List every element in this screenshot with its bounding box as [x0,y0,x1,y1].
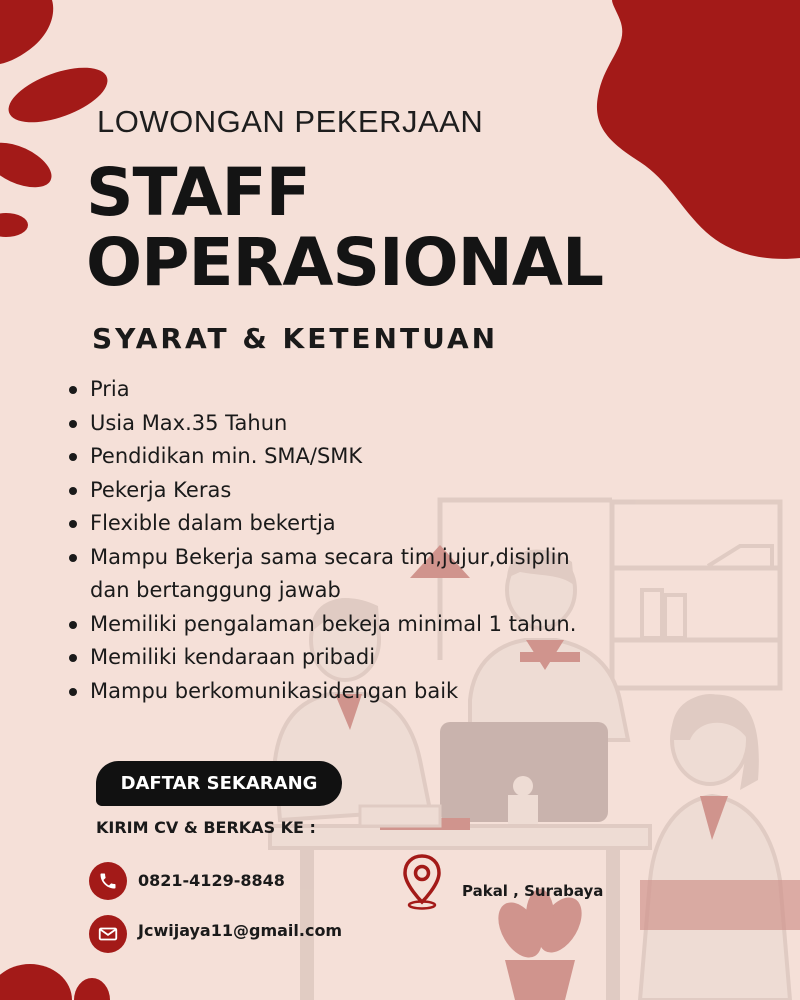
email-address[interactable]: Jcwijaya11@gmail.com [138,921,343,940]
top-right-blob [597,0,800,259]
phone-icon [89,862,127,900]
top-left-blob [0,0,53,64]
mail-icon [89,915,127,953]
requirement-item: Mampu berkomunikasidengan baik [66,675,586,709]
job-title-line-1: STAFF [86,154,310,231]
requirements-list [66,373,586,708]
requirement-item: Flexible dalam bekertja [66,507,586,541]
requirement-item: Pekerja Keras [66,474,586,508]
eyebrow-text: LOWONGAN PEKERJAAN [97,104,484,139]
bottom-left-blob-2 [74,978,110,1000]
job-title [86,154,604,301]
requirement-item: Pendidikan min. SMA/SMK [66,440,586,474]
top-left-leaf-3 [0,213,28,237]
requirement-item: Mampu Bekerja sama secara tim,jujur,disiplin dan bertanggung jawab [66,541,586,608]
location-pin-icon [398,852,446,910]
bottom-left-blob-1 [0,964,72,1000]
requirement-item: Pria [66,373,586,407]
top-left-leaf-2 [0,133,58,196]
phone-number[interactable]: 0821-4129-8848 [138,871,285,890]
job-title-line-2: OPERASIONAL [86,224,604,301]
location-text: Pakal , Surabaya [462,882,604,900]
requirement-item: Usia Max.35 Tahun [66,407,586,441]
send-cv-label: KIRIM CV & BERKAS KE : [96,818,316,837]
requirements-heading: SYARAT & KETENTUAN [92,322,499,355]
requirement-item: Memiliki pengalaman bekeja minimal 1 tahun. [66,608,586,642]
requirement-item: Memiliki kendaraan pribadi [66,641,586,675]
apply-now-button[interactable]: DAFTAR SEKARANG [96,761,342,806]
